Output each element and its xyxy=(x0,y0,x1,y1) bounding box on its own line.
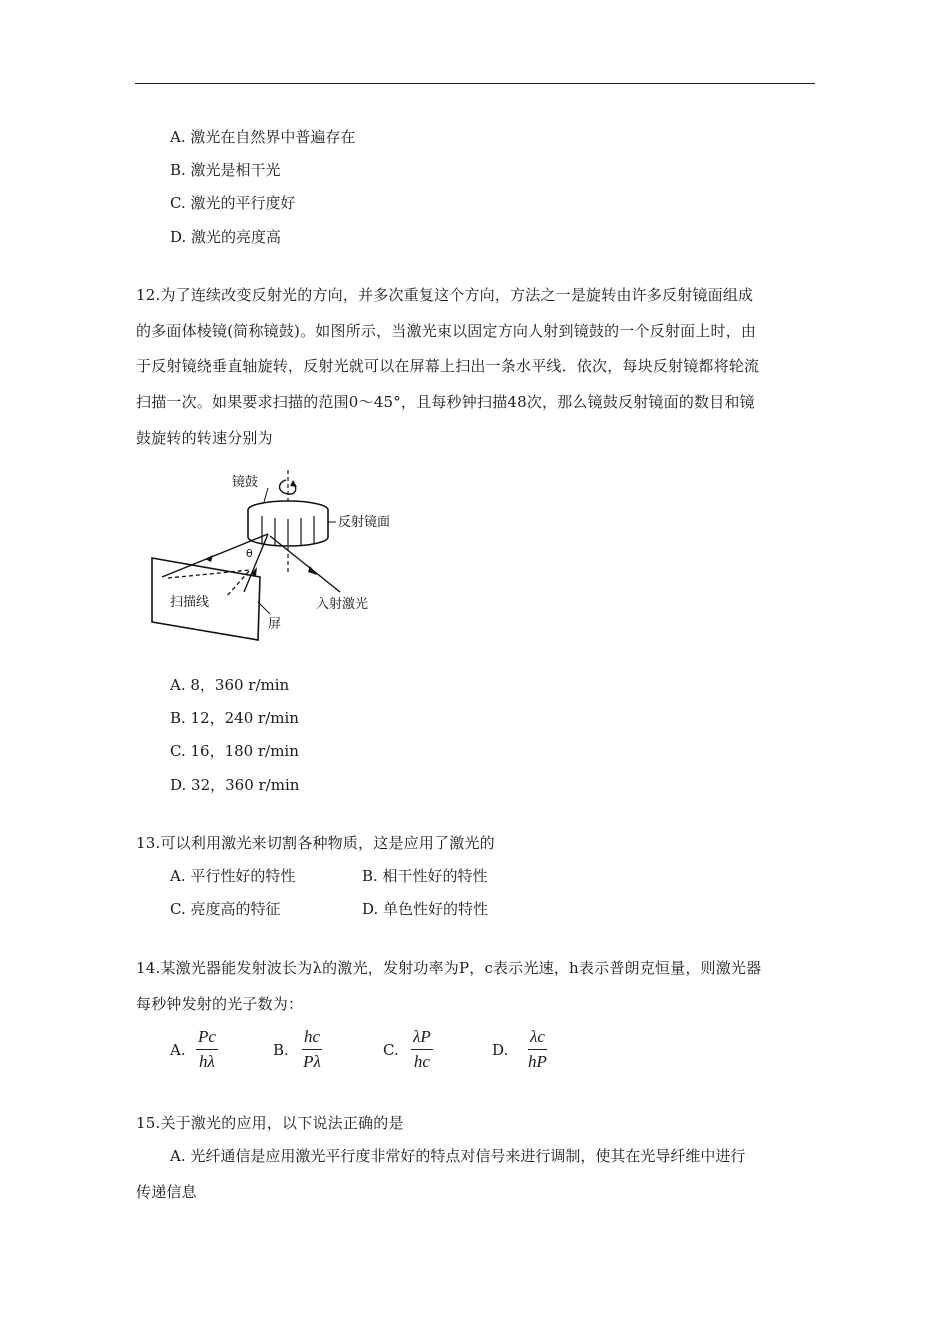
q14-stem-line-2: 每秒钟发射的光子数为： xyxy=(136,995,304,1013)
q12-stem-line-5: 鼓旋转的转速分别为 xyxy=(136,429,273,447)
q12-option-d: D. 32，360 r/min xyxy=(170,776,300,794)
screen-label: 屏 xyxy=(268,617,282,632)
q13-option-b: B. 相干性好的特性 xyxy=(362,867,488,885)
q14-option-a-label: A. xyxy=(170,1041,186,1059)
q14-option-d-label: D. xyxy=(492,1041,509,1059)
incident-label: 入射激光 xyxy=(316,597,369,612)
q13-option-d: D. 单色性好的特性 xyxy=(362,900,489,918)
drum-label: 镜鼓 xyxy=(232,475,259,490)
q13-option-a: A. 平行性好的特性 xyxy=(170,867,296,885)
q14-option-d-numerator: λc xyxy=(528,1027,547,1050)
q11-option-d: D. 激光的亮度高 xyxy=(170,228,282,246)
q14-option-c-label: C. xyxy=(383,1041,399,1059)
q11-option-c: C. 激光的平行度好 xyxy=(170,194,296,212)
q12-option-c: C. 16，180 r/min xyxy=(170,742,299,760)
q13-stem: 13.可以利用激光来切割各种物质，这是应用了激光的 xyxy=(136,834,495,852)
q14-option-b-denominator: Pλ xyxy=(303,1052,321,1071)
q11-option-b: B. 激光是相干光 xyxy=(170,161,281,179)
header-rule xyxy=(135,83,815,84)
q12-stem-line-2: 的多面体棱镜(简称镜鼓)。如图所示，当激光束以固定方向人射到镜鼓的一个反射面上时，由 xyxy=(136,322,757,340)
q15-option-a-line-1: A. 光纤通信是应用激光平行度非常好的特点对信号来进行调制，使其在光导纤维中进行 xyxy=(170,1147,746,1165)
q12-option-a: A. 8，360 r/min xyxy=(170,676,290,694)
q14-option-b-fraction xyxy=(302,1027,322,1072)
q14-option-a-fraction xyxy=(196,1027,218,1072)
q14-option-a-numerator: Pc xyxy=(196,1027,218,1050)
q14-option-c-denominator: hc xyxy=(413,1052,430,1071)
q14-option-a-denominator: hλ xyxy=(199,1052,215,1071)
angle-label: θ xyxy=(246,547,253,560)
q14-option-d-denominator: hP xyxy=(528,1052,547,1071)
q14-option-b-numerator: hc xyxy=(302,1027,322,1050)
q12-stem-line-3: 于反射镜绕垂直轴旋转，反射光就可以在屏幕上扫出一条水平线．依次，每块反射镜都将轮流 xyxy=(136,357,760,375)
q15-stem: 15.关于激光的应用，以下说法正确的是 xyxy=(136,1114,404,1132)
q14-stem-line-1: 14.某激光器能发射波长为λ的激光，发射功率为P，c表示光速，h表示普朗克恒量，则激光器 xyxy=(136,959,762,977)
q14-option-c-numerator: λP xyxy=(411,1027,433,1050)
mirror-label: 反射镜面 xyxy=(338,515,391,530)
scan-label: 扫描线 xyxy=(170,595,210,610)
q12-option-b: B. 12，240 r/min xyxy=(170,709,299,727)
q14-option-c-fraction xyxy=(411,1027,433,1072)
q12-stem-line-1: 12.为了连续改变反射光的方向，并多次重复这个方向，方法之一是旋转由许多反射镜面组成 xyxy=(136,286,754,304)
q15-option-a-line-2: 传递信息 xyxy=(136,1183,197,1201)
q14-option-d-fraction xyxy=(528,1027,547,1072)
q14-option-b-label: B. xyxy=(273,1041,289,1059)
q13-option-c: C. 亮度高的特征 xyxy=(170,900,281,918)
scan-line xyxy=(168,570,250,597)
q11-option-a: A. 激光在自然界中普遍存在 xyxy=(170,128,356,146)
q12-stem-line-4: 扫描一次。如果要求扫描的范围0～45°，且每秒钟扫描48次，那么镜鼓反射镜面的数目和镜 xyxy=(136,393,755,411)
mirror-drum-figure xyxy=(140,462,410,642)
